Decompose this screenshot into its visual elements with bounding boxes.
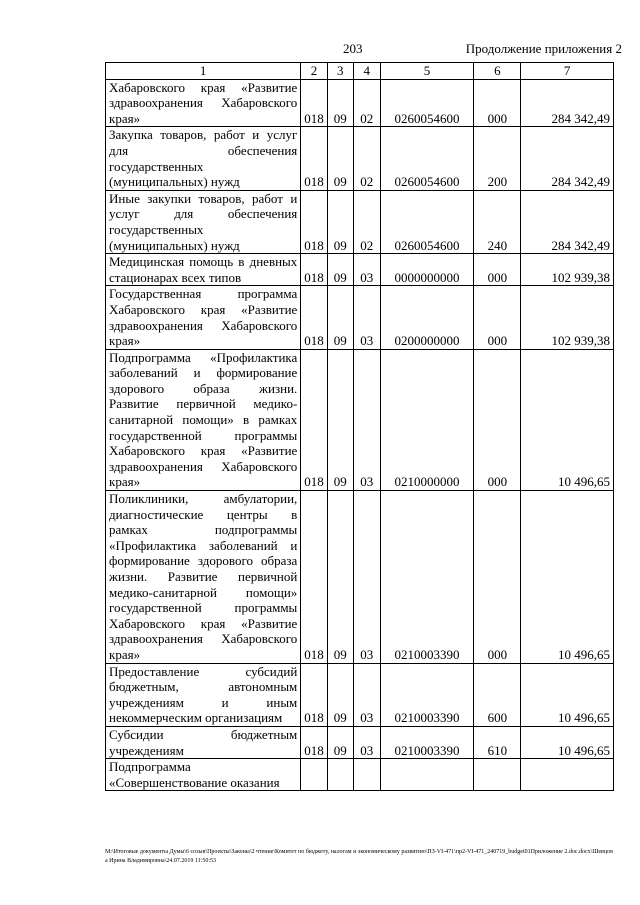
section-code: 09 <box>327 286 353 349</box>
subsection-code: 02 <box>353 190 380 253</box>
file-path-footer: M:\Итоговые документы Думы\6 созыв\Проекты\Законы\2 чтение\Комитет по бюджету, налогам и экономическому развитию\ПЗ-VI-471\пр2-VI-471_240719_budget01Приложение 2.doc.docx\Шевцова Ирина Владимировна\24.07.2019 11:50:53 <box>105 849 613 864</box>
target-article-code: 0210003390 <box>380 663 474 726</box>
ministry-code <box>301 759 328 791</box>
amount: 102 939,38 <box>521 286 614 349</box>
amount: 284 342,49 <box>521 79 614 127</box>
amount: 284 342,49 <box>521 127 614 190</box>
target-article-code: 0000000000 <box>380 254 474 286</box>
row-name: Подпрограмма «Совершенствование оказания <box>106 759 301 791</box>
table-row <box>106 286 614 349</box>
subsection-code: 02 <box>353 127 380 190</box>
table-row <box>106 349 614 490</box>
expense-type-code: 000 <box>474 286 521 349</box>
expense-type-code: 600 <box>474 663 521 726</box>
column-header: 6 <box>474 63 521 80</box>
amount: 10 496,65 <box>521 726 614 758</box>
target-article-code: 0210003390 <box>380 491 474 664</box>
subsection-code: 03 <box>353 491 380 664</box>
expense-type-code: 610 <box>474 726 521 758</box>
section-code: 09 <box>327 79 353 127</box>
table-row <box>106 79 614 127</box>
expense-type-code <box>474 759 521 791</box>
target-article-code: 0210000000 <box>380 349 474 490</box>
target-article-code <box>380 759 474 791</box>
target-article-code: 0260054600 <box>380 127 474 190</box>
expense-type-code: 240 <box>474 190 521 253</box>
ministry-code: 018 <box>301 190 328 253</box>
section-code: 09 <box>327 190 353 253</box>
section-code: 09 <box>327 726 353 758</box>
ministry-code: 018 <box>301 491 328 664</box>
column-header: 1 <box>106 63 301 80</box>
column-header: 5 <box>380 63 474 80</box>
ministry-code: 018 <box>301 349 328 490</box>
table-row <box>106 663 614 726</box>
ministry-code: 018 <box>301 286 328 349</box>
section-code: 09 <box>327 491 353 664</box>
table-row <box>106 127 614 190</box>
section-code: 09 <box>327 349 353 490</box>
expense-type-code: 000 <box>474 254 521 286</box>
row-name: Закупка товаров, работ и услуг для обеспечения государственных (муниципальных) нужд <box>106 127 301 190</box>
table-row <box>106 759 614 791</box>
row-name: Иные закупки товаров, работ и услуг для обеспечения государственных (муниципальных) нужд <box>106 190 301 253</box>
amount: 10 496,65 <box>521 349 614 490</box>
row-name: Поликлиники, амбулатории, диагностические центры в рамках подпрограммы «Профилактика заболеваний и формирование здорового образа жизни. Развитие первичной медико-санитарной помощи» государственной программы Хабаровского края «Развитие здравоохранения Хабаровского края» <box>106 491 301 664</box>
expense-type-code: 200 <box>474 127 521 190</box>
expense-type-code: 000 <box>474 79 521 127</box>
ministry-code: 018 <box>301 726 328 758</box>
row-name: Хабаровского края «Развитие здравоохранения Хабаровского края» <box>106 79 301 127</box>
table-row <box>106 254 614 286</box>
table-row <box>106 491 614 664</box>
row-name: Подпрограмма «Профилактика заболеваний и формирование здорового образа жизни. Развитие первичной медико-санитарной помощи» в рамках государственной программы Хабаровского края «Развитие здравоохранения Хабаровского края» <box>106 349 301 490</box>
column-header: 4 <box>353 63 380 80</box>
row-name: Государственная программа Хабаровского края «Развитие здравоохранения Хабаровского края» <box>106 286 301 349</box>
subsection-code: 03 <box>353 254 380 286</box>
target-article-code: 0260054600 <box>380 190 474 253</box>
table-header-row <box>106 63 614 80</box>
expense-type-code: 000 <box>474 491 521 664</box>
row-name: Медицинская помощь в дневных стационарах всех типов <box>106 254 301 286</box>
column-header: 2 <box>301 63 328 80</box>
table-row <box>106 726 614 758</box>
subsection-code: 03 <box>353 726 380 758</box>
amount: 284 342,49 <box>521 190 614 253</box>
column-header: 3 <box>327 63 353 80</box>
target-article-code: 0200000000 <box>380 286 474 349</box>
subsection-code: 02 <box>353 79 380 127</box>
expense-type-code: 000 <box>474 349 521 490</box>
subsection-code <box>353 759 380 791</box>
section-code <box>327 759 353 791</box>
table-row <box>106 190 614 253</box>
ministry-code: 018 <box>301 127 328 190</box>
target-article-code: 0210003390 <box>380 726 474 758</box>
row-name: Предоставление субсидий бюджетным, автономным учреждениям и иным некоммерческим организациям <box>106 663 301 726</box>
ministry-code: 018 <box>301 663 328 726</box>
section-code: 09 <box>327 663 353 726</box>
budget-table <box>105 62 614 791</box>
section-code: 09 <box>327 127 353 190</box>
amount: 102 939,38 <box>521 254 614 286</box>
column-header: 7 <box>521 63 614 80</box>
subsection-code: 03 <box>353 349 380 490</box>
page-number: 203 <box>343 41 363 56</box>
row-name: Субсидии бюджетным учреждениям <box>106 726 301 758</box>
amount: 10 496,65 <box>521 491 614 664</box>
amount <box>521 759 614 791</box>
ministry-code: 018 <box>301 79 328 127</box>
subsection-code: 03 <box>353 286 380 349</box>
subsection-code: 03 <box>353 663 380 726</box>
appendix-caption: Продолжение приложения 2 <box>465 41 622 56</box>
section-code: 09 <box>327 254 353 286</box>
amount: 10 496,65 <box>521 663 614 726</box>
target-article-code: 0260054600 <box>380 79 474 127</box>
ministry-code: 018 <box>301 254 328 286</box>
